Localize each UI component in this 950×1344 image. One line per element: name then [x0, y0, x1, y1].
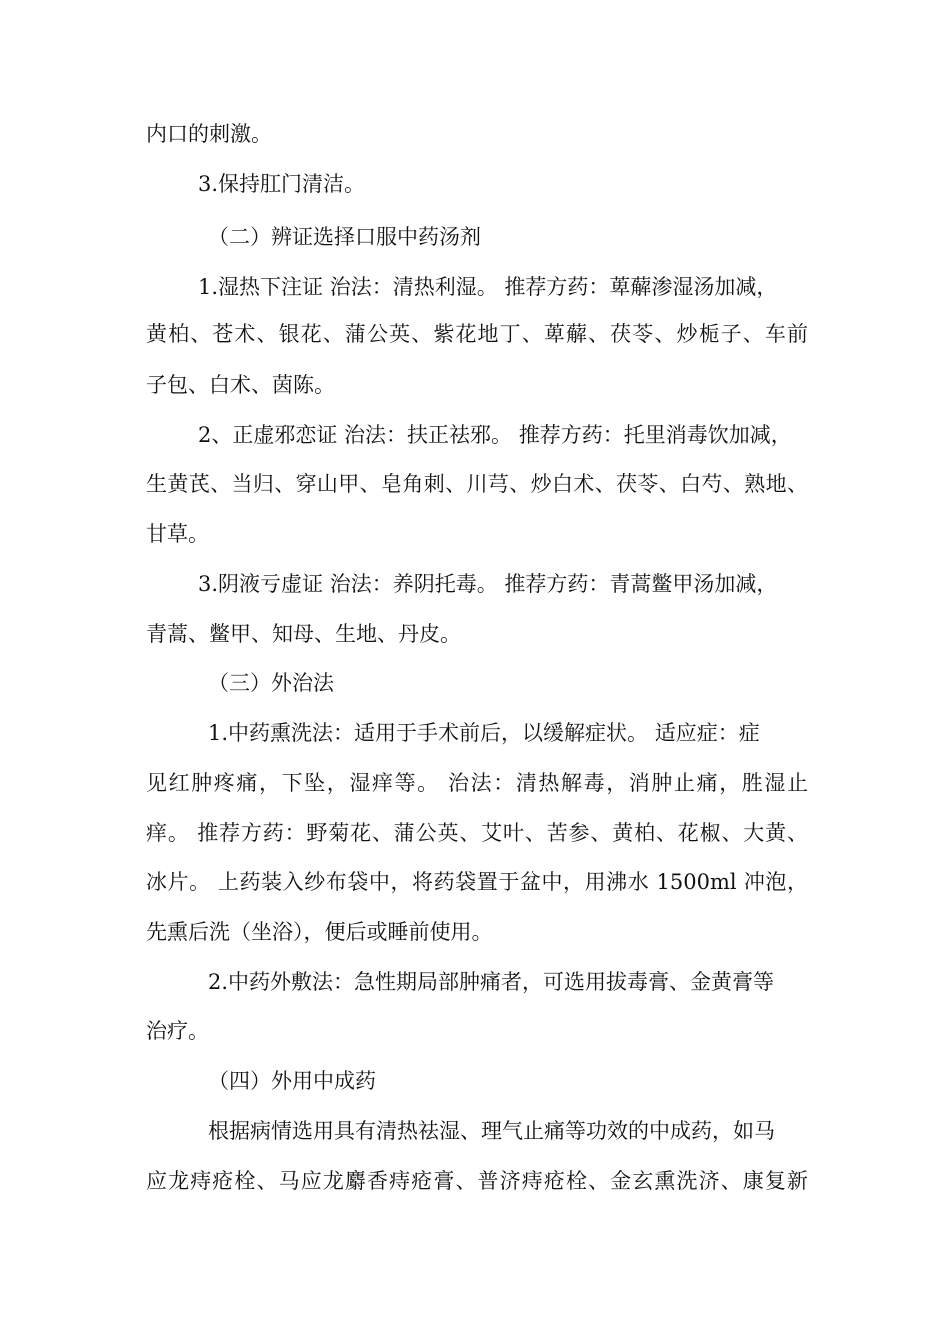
text-line: 1.中药熏洗法：适用于手术前后，以缓解症状。 适应症：症: [208, 721, 760, 745]
text-line: 3.阴液亏虚证 治法：养阴托毒。 推荐方药：青蒿鳖甲汤加减，: [198, 572, 778, 596]
text-line: 2、正虚邪恋证 治法：扶正祛邪。 推荐方药：托里消毒饮加减，: [198, 423, 792, 447]
text-line: 甘草。: [146, 522, 209, 546]
text-line: 应龙痔疮栓、马应龙麝香痔疮膏、普济痔疮栓、金玄熏洗济、康复新: [146, 1169, 808, 1193]
text-line: 1.湿热下注证 治法：清热利湿。 推荐方药：萆薢渗湿汤加减，: [198, 275, 778, 299]
section-heading: （二）辨证选择口服中药汤剂: [208, 225, 481, 249]
text-line: 冰片。 上药装入纱布袋中，将药袋置于盆中，用沸水 1500ml 冲泡，: [146, 870, 808, 894]
text-line: 治疗。: [146, 1019, 209, 1043]
text-line: 黄柏、苍术、银花、蒲公英、紫花地丁、萆薢、茯苓、炒栀子、车前: [146, 322, 808, 346]
text-line: 根据病情选用具有清热祛湿、理气止痛等功效的中成药，如马: [208, 1119, 775, 1143]
text-line: 生黄芪、当归、穿山甲、皂角刺、川芎、炒白术、茯苓、白芍、熟地、: [146, 472, 808, 496]
text-line: 青蒿、鳖甲、知母、生地、丹皮。: [146, 622, 461, 646]
text-line: 内口的刺激。: [146, 122, 272, 146]
text-line: 先熏后洗（坐浴），便后或睡前使用。: [146, 920, 493, 944]
text-line: 痒。 推荐方药：野菊花、蒲公英、艾叶、苦参、黄柏、花椒、大黄、: [146, 821, 808, 845]
text-line: 子包、白术、茵陈。: [146, 373, 335, 397]
text-line: 3.保持肛门清洁。: [198, 172, 366, 196]
text-line: 见红肿疼痛，下坠，湿痒等。 治法：清热解毒，消肿止痛，胜湿止: [146, 771, 808, 795]
section-heading: （四）外用中成药: [208, 1069, 376, 1093]
text-line: 2.中药外敷法：急性期局部肿痛者，可选用拔毒膏、金黄膏等: [208, 970, 775, 994]
section-heading: （三）外治法: [208, 671, 334, 695]
